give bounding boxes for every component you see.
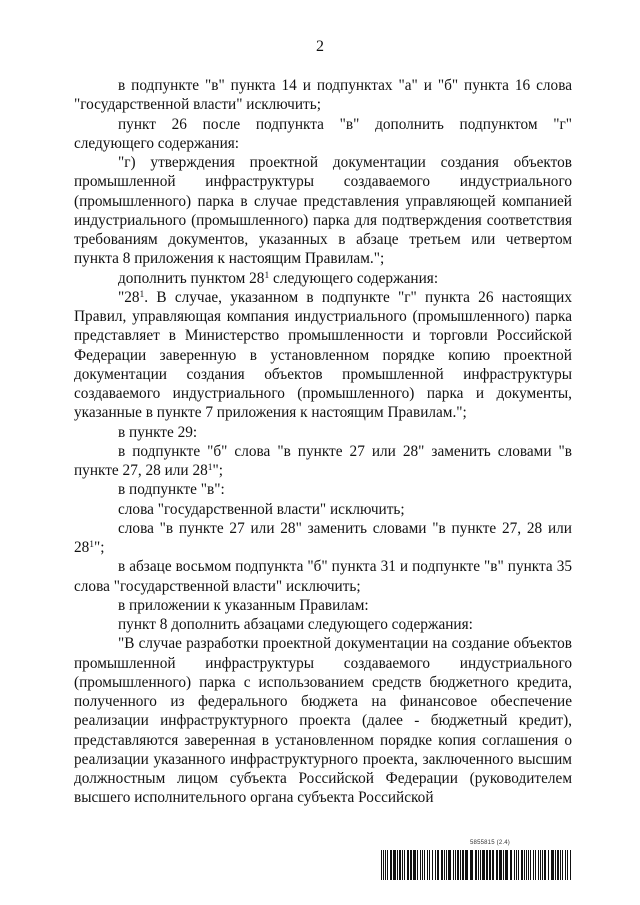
paragraph-text: дополнить пунктом 28 <box>118 269 265 287</box>
paragraph <box>74 557 572 596</box>
document-body <box>74 76 572 808</box>
paragraph-text: в пункте 29: <box>118 423 198 441</box>
paragraph-text: "В случае разработки проектной документации на создание объектов промышленной инфраструктуры создаваемого индустриального (промышленного) парка с использованием средств бюджетного кредита, полученного из федерального бюджета на финансовое обеспечение реализации инфраструктурного проекта (далее - бюджетный кредит), представляются заверенная в установленном порядке копия соглашения о реализации указанного инфраструктурного проекта, заключенного высшим должностным лицом субъекта Российской Федерации (руководителем высшего исполнительного органа субъекта Российской <box>74 635 572 807</box>
paragraph-text: пункт 26 после подпункта "в" дополнить подпунктом "г" следующего содержания: <box>74 115 572 152</box>
paragraph <box>74 615 572 634</box>
paragraph <box>74 153 572 269</box>
paragraph-text: в подпункте "б" слова "в пункте 27 или 28" заменить словами "в пункте 27, 28 или 28 <box>74 442 572 479</box>
superscript: 1 <box>89 540 95 550</box>
page-number: 2 <box>316 38 324 55</box>
paragraph-text: "; <box>212 462 223 479</box>
paragraph <box>74 269 572 288</box>
paragraph <box>74 596 572 615</box>
paragraph-text: следующего содержания: <box>269 269 439 287</box>
paragraph-text: пункт 8 дополнить абзацами следующего содержания: <box>118 616 473 633</box>
superscript: 1 <box>264 270 270 281</box>
paragraph <box>74 480 572 499</box>
paragraph <box>74 423 572 442</box>
paragraph <box>74 519 572 558</box>
paragraph <box>74 500 572 519</box>
paragraph-text: "28 <box>118 288 140 306</box>
paragraph-text: в приложении к указанным Правилам: <box>118 596 369 614</box>
barcode-number: 5855815 (2.4) <box>470 840 510 846</box>
paragraph-text: "; <box>94 539 105 556</box>
paragraph-text: слова "в пункте 27 или 28" заменить словами "в пункте 27, 28 или 28 <box>74 519 572 556</box>
paragraph <box>74 442 572 481</box>
paragraph-text: "г) утверждения проектной документации создания объектов промышленной инфраструктуры создаваемого индустриального (промышленного) парка в случае представления управляющей компанией индустриального (промышленного) парка для подтверждения соответствия требованиям документов, указанных в абзаце третьем или четвертом пункта 8 приложения к настоящим Правилам."; <box>74 154 572 268</box>
paragraph-text: . В случае, указанном в подпункте "г" пункта 26 настоящих Правил, управляющая компания индустриального (промышленного) парка представляет в Министерство промышленности и торговли Российской Федерации заверенную в установленном порядке копию проектной документации создания объектов промышленной инфраструктуры создаваемого индустриального (промышленного) парка и документы, указанные в пункте 7 приложения к настоящим Правилам."; <box>74 288 572 422</box>
paragraph-text: в подпункте "в" пункта 14 и подпунктах "а" и "б" пункта 16 слова "государственной власти" исключить; <box>74 77 572 114</box>
barcode-image <box>381 850 571 880</box>
paragraph <box>74 76 572 115</box>
paragraph <box>74 288 572 423</box>
paragraph-text: в подпункте "в": <box>118 481 225 499</box>
paragraph <box>74 115 572 154</box>
superscript: 1 <box>139 289 145 300</box>
superscript: 1 <box>207 463 213 473</box>
paragraph-text: слова "государственной власти" исключить; <box>118 500 405 518</box>
paragraph <box>74 634 572 807</box>
paragraph-text: в абзаце восьмом подпункта "б" пункта 31 и подпункте "в" пункта 35 слова "государственной власти" исключить; <box>74 558 572 595</box>
